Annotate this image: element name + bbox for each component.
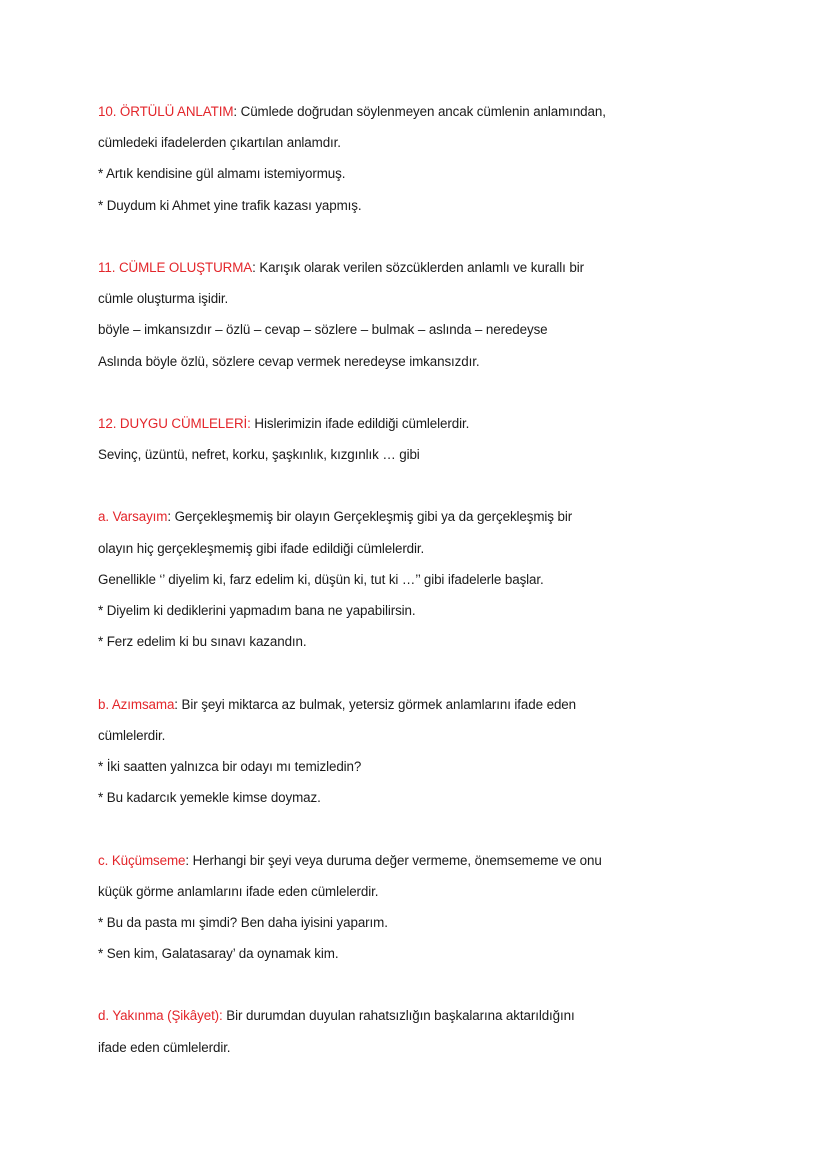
body-line: * Diyelim ki dediklerini yapmadım bana ne yapabilirsin. — [98, 603, 416, 618]
body-line: cümle oluşturma işidir. — [98, 291, 229, 307]
section — [98, 96, 738, 221]
section-heading: 11. CÜMLE OLUŞTURMA — [98, 259, 253, 275]
section-spacer — [98, 221, 738, 252]
section-heading-line — [98, 1000, 738, 1031]
section-heading: d. Yakınma (Şikâyet): — [98, 1008, 223, 1024]
section-heading-line — [98, 845, 738, 876]
body-line: * Sen kim, Galatasaray’ da oynamak kim. — [98, 946, 339, 962]
section — [98, 252, 738, 377]
body-line: cümledeki ifadelerden çıkartılan anlamdır. — [98, 135, 341, 151]
section — [98, 689, 738, 814]
definition-text: Hislerimizin ifade edildiği cümlelerdir. — [250, 415, 470, 431]
body-line: * Bu da pasta mı şimdi? Ben daha iyisini yaparım. — [98, 914, 388, 930]
section-spacer — [98, 657, 738, 688]
heading-colon: : — [174, 696, 178, 712]
heading-colon: : — [167, 509, 171, 525]
section-heading: a. Varsayım — [98, 509, 168, 525]
section-heading-line — [98, 408, 738, 439]
section-spacer — [98, 470, 738, 501]
body-line: Sevinç, üzüntü, nefret, korku, şaşkınlık, kızgınlık … gibi — [98, 447, 420, 463]
body-line: küçük görme anlamlarını ifade eden cümlelerdir. — [98, 883, 379, 899]
heading-colon: : — [252, 259, 256, 275]
section-spacer — [98, 813, 738, 844]
section-heading: 12. DUYGU CÜMLELERİ: — [98, 415, 251, 431]
body-line: * Duydum ki Ahmet yine trafik kazası yapmış. — [98, 197, 362, 213]
section — [98, 845, 738, 970]
body-line: ifade eden cümlelerdir. — [98, 1039, 231, 1055]
section-heading: b. Azımsama — [98, 696, 175, 712]
body-line: * Artık kendisine gül almamı istemiyormuş. — [98, 166, 346, 182]
body-line: Aslında böyle özlü, sözlere cevap vermek neredeyse imkansızdır. — [98, 353, 480, 369]
section — [98, 408, 738, 470]
section — [98, 1000, 738, 1062]
body-line: * İki saatten yalnızca bir odayı mı temizledin? — [98, 758, 362, 774]
section-spacer — [98, 969, 738, 1000]
definition-text: Bir şeyi miktarca az bulmak, yetersiz görmek anlamlarını ifade eden — [177, 696, 576, 712]
body-line: * Bu kadarcık yemekle kimse doymaz. — [98, 790, 321, 806]
section-heading: c. Küçümseme — [98, 852, 186, 868]
section-heading-line — [98, 689, 738, 720]
section-heading-line — [98, 96, 738, 127]
section-heading: 10. ÖRTÜLÜ ANLATIM — [98, 104, 234, 119]
section-heading-line — [98, 501, 738, 532]
document-page — [98, 96, 738, 1063]
section-spacer — [98, 377, 738, 408]
definition-text: Bir durumdan duyulan rahatsızlığın başkalarına aktarıldığını — [222, 1008, 575, 1024]
definition-text: Gerçekleşmemiş bir olayın Gerçekleşmiş gibi ya da gerçekleşmiş bir — [170, 509, 573, 525]
heading-colon: : — [185, 852, 189, 868]
section — [98, 501, 738, 657]
body-line: olayın hiç gerçekleşmemiş gibi ifade edildiği cümlelerdir. — [98, 540, 425, 556]
body-line: Genellikle ‘’ diyelim ki, farz edelim ki, düşün ki, tut ki …’’ gibi ifadelerle başlar. — [98, 571, 544, 587]
body-line: böyle – imkansızdır – özlü – cevap – sözlere – bulmak – aslında – neredeyse — [98, 322, 548, 338]
heading-colon: : — [233, 104, 237, 119]
body-line: cümlelerdir. — [98, 727, 166, 743]
section-heading-line — [98, 252, 738, 283]
definition-text: Karışık olarak verilen sözcüklerden anlamlı ve kurallı bir — [255, 259, 584, 275]
definition-text: Cümlede doğrudan söylenmeyen ancak cümlenin anlamından, — [237, 104, 606, 119]
definition-text: Herhangi bir şeyi veya duruma değer vermeme, önemsememe ve onu — [188, 852, 602, 868]
body-line: * Ferz edelim ki bu sınavı kazandın. — [98, 634, 307, 650]
